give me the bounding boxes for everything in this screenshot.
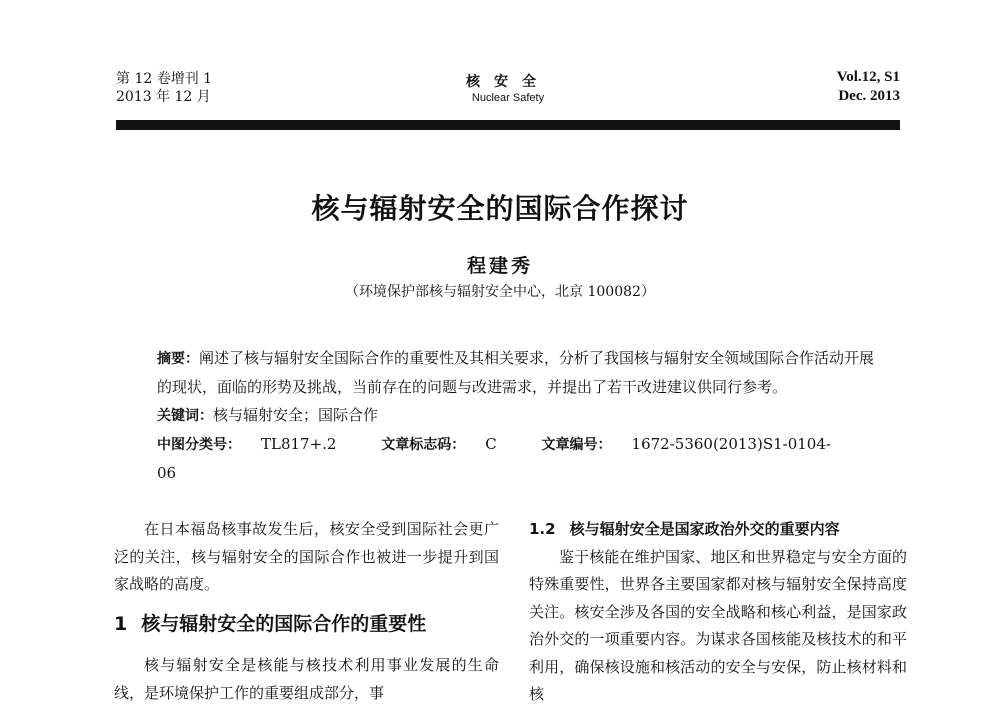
- body-column-left: [114, 516, 499, 707]
- author-affiliation: （环境保护部核与辐射安全中心，北京 100082）: [345, 284, 655, 300]
- volume-info-en: [837, 68, 900, 106]
- intro-paragraph: 在日本福岛核事故发生后，核安全受到国际社会更广泛的关注，核与辐射安全的国际合作也被进一步提升到国家战略的高度。: [114, 520, 499, 593]
- article-author: 程建秀: [466, 255, 533, 277]
- header-rule: [116, 120, 900, 130]
- volume-issue-cn: 第 12 卷增刊 1: [116, 71, 213, 87]
- keywords-line: [157, 401, 877, 430]
- section-1-2-paragraph: 鉴于核能在维护国家、地区和世界稳定与安全方面的特殊重要性，世界各主要国家都对核与辐射安全保持高度关注。核安全涉及各国的安全战略和核心利益，是国家政治外交的一项重要内容。为谋求各国核能及核技术的和平利用，确保核设施和核活动的安全与安保，防止核材料和核: [529, 547, 907, 703]
- section-1-2-heading: [529, 516, 907, 544]
- section-1-heading: [114, 611, 499, 639]
- doc-code-group: [381, 435, 516, 453]
- doc-code-label: 文章标志码：: [381, 437, 466, 453]
- section-1-2-title: 核与辐射安全是国家政治外交的重要内容: [569, 520, 840, 538]
- section-1-title: 核与辐射安全的国际合作的重要性: [141, 612, 427, 635]
- section-1-2-number: 1.2: [529, 520, 556, 538]
- clc-value: TL817+.2: [261, 435, 337, 453]
- volume-issue-en: Vol.12, S1: [836, 69, 900, 85]
- article-no-value: 1672-5360(2013)S1-0104-06: [157, 435, 831, 482]
- section-1-paragraph: 核与辐射安全是核能与核技术利用事业发展的生命线，是环境保护工作的重要组成部分，事: [114, 656, 499, 702]
- keywords-text: 核与辐射安全；国际合作: [213, 406, 379, 424]
- abstract-paragraph: [157, 344, 877, 401]
- date-cn: 2013 年 12 月: [116, 89, 211, 105]
- classification-line: [157, 430, 877, 487]
- clc-label: 中图分类号：: [157, 437, 241, 453]
- journal-name: [116, 74, 900, 106]
- doc-code-value: C: [485, 435, 497, 453]
- body-column-right: [529, 516, 907, 709]
- article-no-label: 文章编号：: [541, 437, 612, 453]
- journal-name-en: Nuclear Safety: [471, 92, 545, 104]
- abstract-label: 摘要：: [157, 351, 199, 367]
- abstract-block: [157, 344, 877, 487]
- clc-group: [157, 435, 356, 453]
- section-1-number: 1: [114, 612, 128, 635]
- date-en: Dec. 2013: [838, 88, 900, 104]
- keywords-label: 关键词：: [157, 408, 213, 424]
- article-title: 核与辐射安全的国际合作探讨: [311, 192, 689, 225]
- abstract-text: 阐述了核与辐射安全国际合作的重要性及其相关要求，分析了我国核与辐射安全领域国际合作活动开展的现状，面临的形势及挑战，当前存在的问题与改进需求，并提出了若干改进建议供同行参考。: [157, 349, 875, 396]
- running-header: [116, 64, 900, 112]
- journal-name-cn: 核安全: [466, 74, 550, 90]
